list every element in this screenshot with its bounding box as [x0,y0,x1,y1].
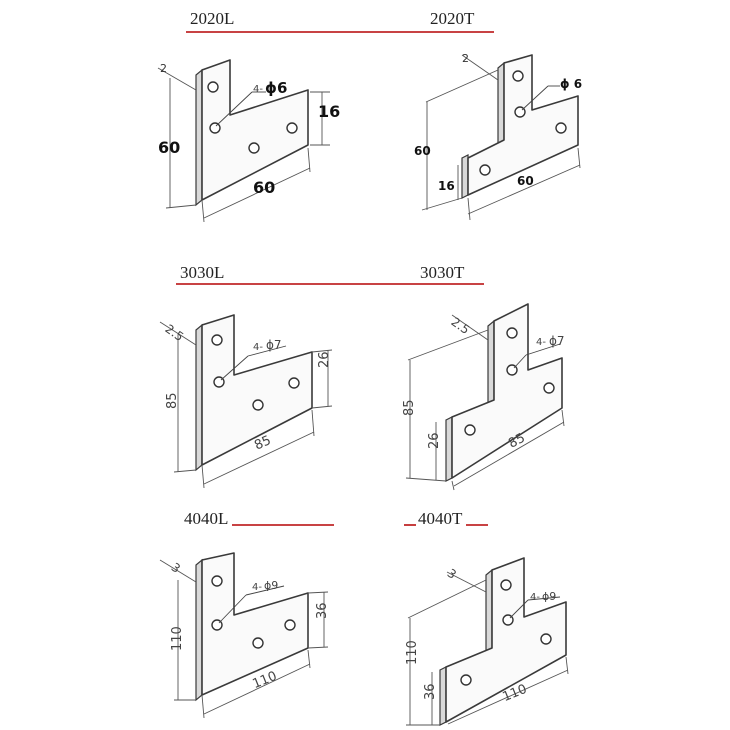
dim-4040t-hole-dia: ϕ9 [542,590,557,603]
hole [285,620,295,630]
dim-3030l-short: 26 [317,351,332,368]
dim-3030t-height: 85 [402,399,417,416]
dim-4040l-width: 110 [250,668,280,693]
dim-4040t-holes: 4- [530,592,540,603]
dim-3030l-height: 85 [165,392,180,409]
dim-4040t-width: 110 [500,681,530,706]
bracket-3030t [406,304,564,490]
dim-2020l-width: 60 [253,178,276,197]
hole [208,82,218,92]
dim-4040t-height: 110 [405,640,420,665]
dim-4040l-thickness: 3 [168,559,183,576]
hole [461,675,471,685]
title-2020t: 2020T [430,9,475,28]
hole [507,328,517,338]
dim-4040l-height: 110 [170,626,185,651]
hole [253,400,263,410]
dim-3030l-thickness: 2.5 [162,321,187,345]
hole [212,576,222,586]
title-3030t: 3030T [420,263,465,282]
hole [544,383,554,393]
dim-3030t-short: 26 [427,432,442,449]
dim-2020t-height: 60 [414,144,431,158]
dim-3030l-width: 85 [252,433,274,454]
dim-4040l-holes: 4- [252,582,262,593]
hole [556,123,566,133]
dim-2020t-short: 16 [438,179,455,193]
hole [541,634,551,644]
hole [501,580,511,590]
dim-2020t-hole-dia: ϕ 6 [560,77,583,91]
bracket-4040l [160,553,328,718]
hole [513,71,523,81]
dim-2020t-thickness: 2 [462,52,469,65]
dim-2020l-holes: 4- [253,84,263,95]
bracket-3030l [160,315,332,488]
hole [289,378,299,388]
hole [480,165,490,175]
title-4040l: 4040L [184,509,229,528]
hole [212,335,222,345]
dim-2020l-thickness: 2 [160,62,167,75]
title-2020l: 2020L [190,9,235,28]
dim-4040l-short: 36 [315,602,330,619]
bracket-2020l [158,60,330,222]
dim-2020l-short: 16 [318,102,341,121]
dim-3030t-hole-dia: ϕ7 [549,334,565,348]
title-3030l: 3030L [180,263,225,282]
dim-2020l-hole-dia: ϕ6 [265,79,288,97]
dim-2020t-width: 60 [517,174,534,188]
hole [210,123,220,133]
hole [253,638,263,648]
dim-3030t-thickness: 2.5 [448,314,473,338]
dim-3030l-hole-dia: ϕ7 [266,338,282,352]
dim-2020l-height: 60 [158,138,181,157]
hole [249,143,259,153]
dim-3030t-holes: 4- [536,337,546,348]
dim-4040t-thickness: 3 [444,565,459,582]
hole [465,425,475,435]
hole [287,123,297,133]
dim-3030l-holes: 4- [253,342,263,353]
bracket-2020t [422,55,583,220]
dim-3030t-width: 85 [506,430,528,452]
title-4040t: 4040T [418,509,463,528]
dim-4040t-short: 36 [423,683,438,700]
dim-4040l-hole-dia: ϕ9 [264,579,279,592]
